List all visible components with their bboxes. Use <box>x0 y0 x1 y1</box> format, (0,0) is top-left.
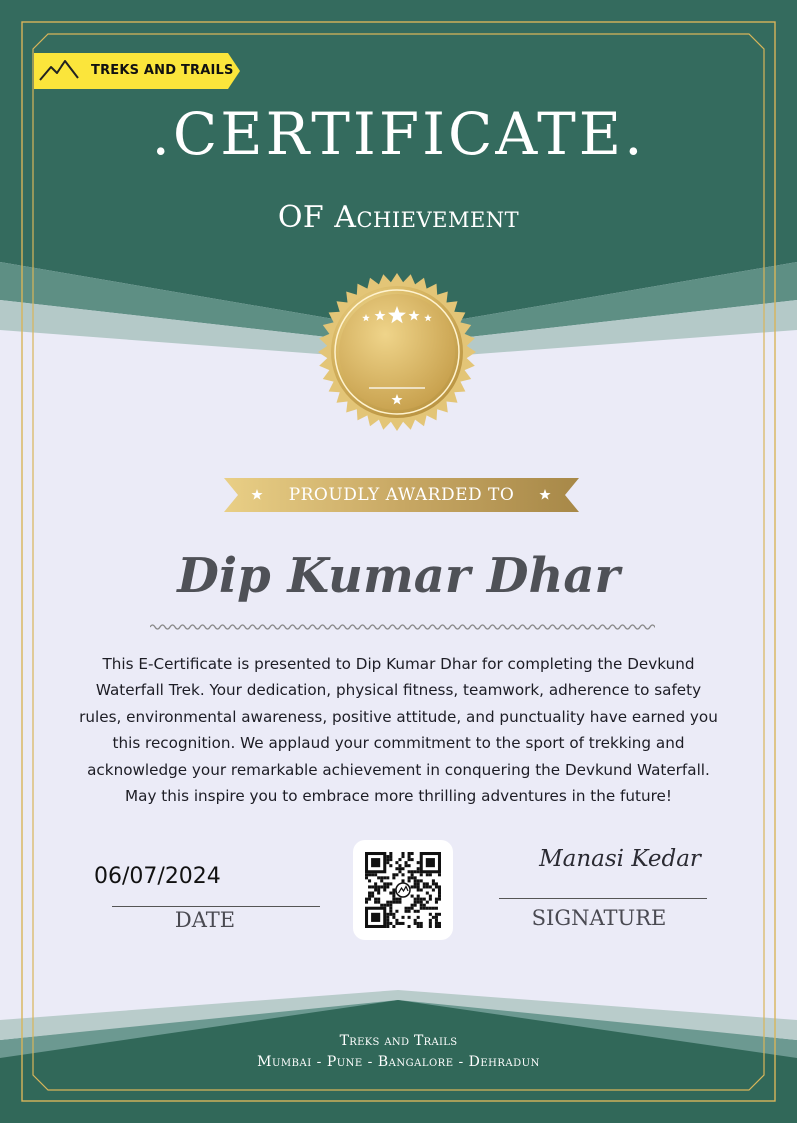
footer-locations: Mumbai - Pune - Bangalore - Dehradun <box>257 1054 540 1070</box>
ribbon-text: PROUDLY AWARDED TO <box>288 485 515 505</box>
body-line: May this inspire you to embrace more thrilling adventures in the future! <box>125 787 672 806</box>
signature-line <box>499 898 707 899</box>
footer-company: Treks and Trails <box>339 1033 458 1049</box>
awarded-ribbon <box>224 475 579 515</box>
signature-name: Manasi Kedar <box>539 846 701 872</box>
date-value: 06/07/2024 <box>94 864 221 889</box>
brand-logo-text: TREKS AND TRAILS <box>91 63 234 78</box>
signature-label: SIGNATURE <box>531 906 667 930</box>
gold-seal <box>317 272 477 432</box>
body-line: rules, environmental awareness, positive attitude, and punctuality have earned you <box>79 707 718 726</box>
date-label: DATE <box>174 908 236 932</box>
certificate-body <box>40 651 757 809</box>
body-line: This E-Certificate is presented to Dip Kumar Dhar for completing the Devkund <box>102 655 695 673</box>
body-line: Waterfall Trek. Your dedication, physical fitness, teamwork, adherence to safety <box>95 681 702 700</box>
date-line <box>112 906 320 907</box>
recipient-name: Dip Kumar Dhar <box>177 548 620 604</box>
qr-code[interactable] <box>353 840 453 940</box>
brand-logo <box>34 53 240 89</box>
certificate-title: .CERTIFICATE. <box>151 100 646 168</box>
certificate-subtitle: OF Achievement <box>277 200 520 235</box>
wavy-divider <box>150 622 655 632</box>
body-line: this recognition. We applaud your commitment to the sport of trekking and <box>112 734 685 753</box>
body-line: acknowledge your remarkable achievement in conquering the Devkund Waterfall. <box>87 760 710 779</box>
